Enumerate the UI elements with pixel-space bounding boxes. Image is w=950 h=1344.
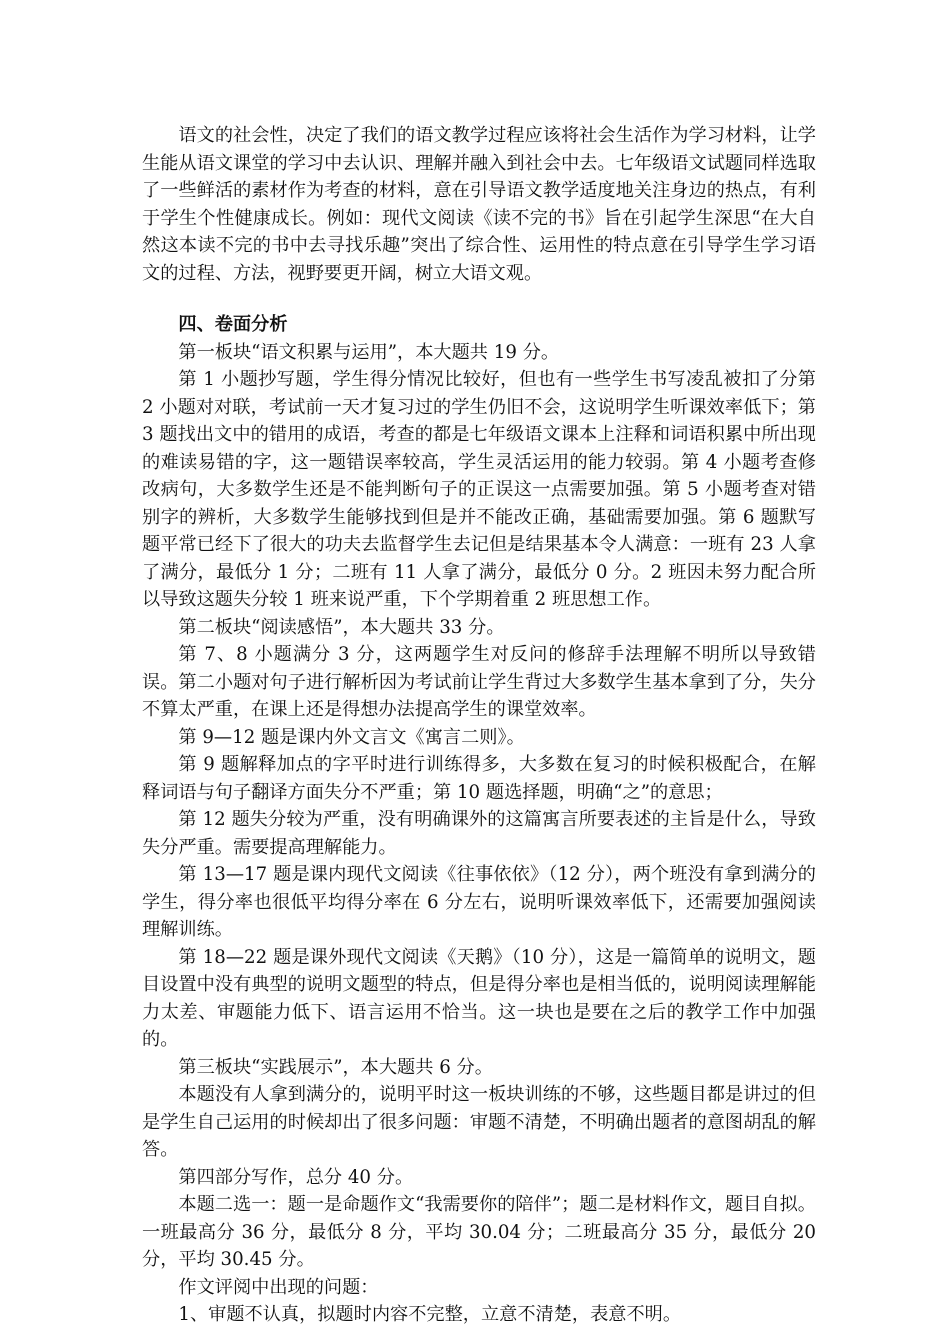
paragraph-issues-title: 作文评阅中出现的问题： [178,1276,379,1298]
paragraph-q12: 第 12 题失分较为严重，没有明确课外的这篇寓言所要表述的主旨是什么，导致失分严重。需要提高理解能力。 [142,809,816,858]
paragraph-gap [142,287,816,311]
paragraph-block3-detail: 本题没有人拿到满分的，说明平时这一板块训练的不够，这些题目都是讲过的但是学生自己运用的时候却出了很多问题：审题不清楚，不明确出题者的意图胡乱的解答。 [142,1084,816,1160]
paragraph-block2-title: 第二板块“阅读感悟”，本大题共 33 分。 [178,616,505,638]
paragraph-q9-12-title: 第 9—12 题是课内外文言文《寓言二则》。 [178,726,525,748]
intro-paragraph: 语文的社会性，决定了我们的语文教学过程应该将社会生活作为学习材料，让学生能从语文课堂的学习中去认识、理解并融入到社会中去。七年级语文试题同样选取了一些鲜活的素材作为考查的材料，意在引导语文教学适度地关注身边的热点，有利于学生个性健康成长。例如：现代文阅读《读不完的书》旨在引起学生深思“在大自然这本读不完的书中去寻找乐趣”突出了综合性、运用性的特点意在引导学生学习语文的过程、方法，视野要更开阔，树立大语文观。 [142,125,816,284]
section-heading: 四、卷面分析 [178,314,288,335]
paragraph-q13-17: 第 13—17 题是课内现代文阅读《往事依依》（12 分），两个班没有拿到满分的学生，得分率也很低平均得分率在 6 分左右，说明听课效率低下，还需要加强阅读理解训练。 [142,864,816,940]
paragraph-block1-title: 第一板块“语文积累与运用”，本大题共 19 分。 [178,341,560,363]
paragraph-block3-title: 第三板块“实践展示”，本大题共 6 分。 [178,1056,493,1078]
paragraph-issue-1: 1、审题不认真，拟题时内容不完整，立意不清楚，表意不明。 [178,1304,682,1325]
paragraph-q9-10: 第 9 题解释加点的字平时进行训练得多，大多数在复习的时候积极配合，在解释词语与句子翻译方面失分不严重；第 10 题选择题，明确“之”的意思； [142,754,816,803]
paragraph-q7-8: 第 7、8 小题满分 3 分，这两题学生对反问的修辞手法理解不明所以导致错误。第二小题对句子进行解析因为考试前让学生背过大多数学生基本拿到了分，失分不算太严重，在课上还是得想办法提高学生的课堂效率。 [142,644,816,720]
paragraph-block1-detail: 第 1 小题抄写题，学生得分情况比较好，但也有一些学生书写凌乱被扣了分第 2 小题对对联，考试前一天才复习过的学生仍旧不会，这说明学生听课效率低下；第 3 题找出文中的错用的成语，考查的都是七年级语文课本上注释和词语积累中所出现的难读易错的字，这一题错误率较高，学生灵活运用的能力较弱。第 4 小题考查修改病句，大多数学生还是不能判断句子的正误这一点需要加强。第 5 小题考查对错别字的辨析，大多数学生能够找到但是并不能改正确，基础需要加强。第 6 题默写题平常已经下了很大的功夫去监督学生去记但是结果基本令人满意：一班有 23 人拿了满分，最低分 1 分；二班有 11 人拿了满分，最低分 0 分。2 班因未努力配合所以导致这题失分较 1 班来说严重，下个学期着重 2 班思想工作。 [142,369,816,610]
paragraph-q18-22: 第 18—22 题是课外现代文阅读《天鹅》（10 分），这是一篇简单的说明文，题目设置中没有典型的说明文题型的特点，但是得分率也是相当低的，说明阅读理解能力太差、审题能力低下、语言运用不恰当。这一块也是要在之后的教学工作中加强的。 [142,946,816,1050]
paragraph-writing-title: 第四部分写作，总分 40 分。 [178,1166,414,1188]
document-page [142,122,816,1329]
paragraph-writing-detail: 本题二选一：题一是命题作文“我需要你的陪伴”；题二是材料作文，题目自拟。一班最高分 36 分，最低分 8 分，平均 30.04 分；二班最高分 35 分，最低分 20 分，平均 30.45 分。 [142,1194,816,1270]
